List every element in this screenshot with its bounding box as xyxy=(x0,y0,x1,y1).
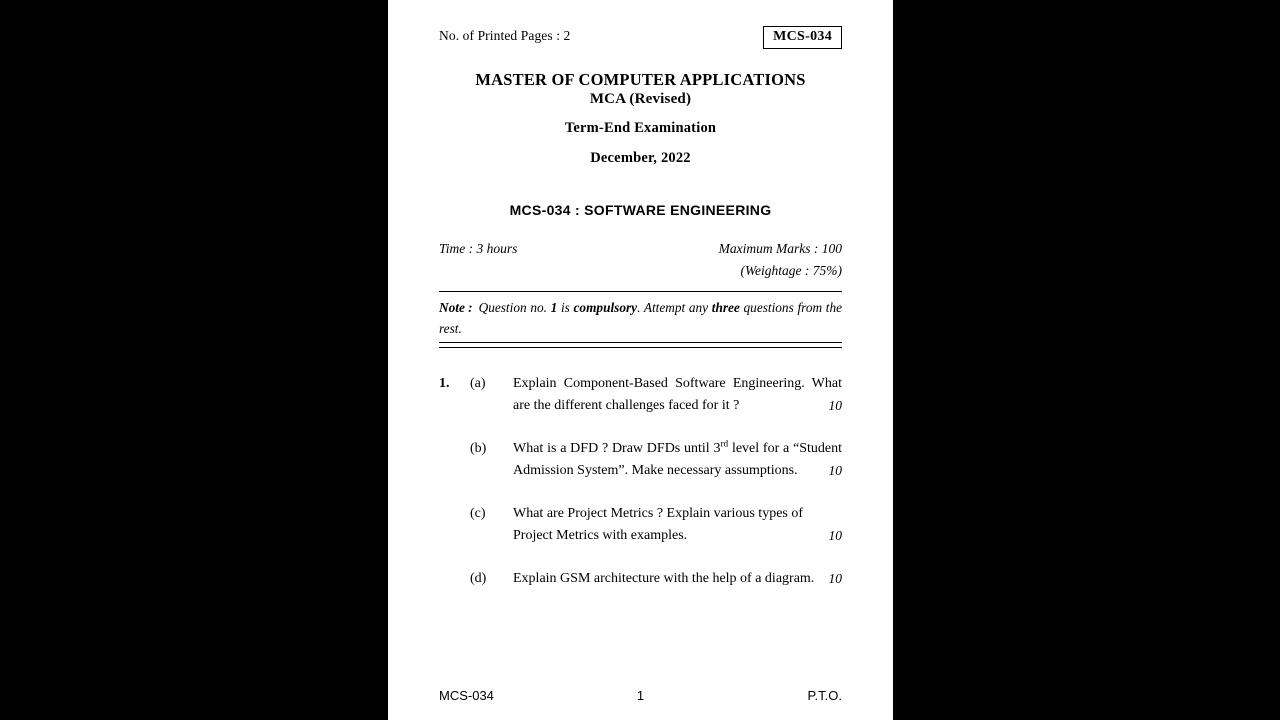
questions-list xyxy=(439,373,842,612)
question-number: 1. xyxy=(439,376,450,391)
exam-duration: Time : 3 hours xyxy=(439,241,518,256)
question-marks: 10 xyxy=(828,527,842,543)
programme-title: MASTER OF COMPUTER APPLICATIONS xyxy=(475,70,806,89)
question-body: What are Project Metrics ? Explain various types of Project Metrics with examples. xyxy=(513,506,804,543)
question-marks: 10 xyxy=(828,397,842,413)
course-title: MCS-034 : SOFTWARE ENGINEERING xyxy=(509,202,772,218)
question-body-after-superscript: level for a “Student Admission System”. Make necessary assumptions. xyxy=(513,441,842,478)
question-part-label: (a) xyxy=(470,376,486,391)
exam-meta-row xyxy=(439,241,842,260)
note-part-1: Question xyxy=(478,300,527,315)
footer-page-number: 1 xyxy=(636,688,645,703)
question-part-label: (c) xyxy=(470,506,486,521)
note-question-number: 1 xyxy=(550,300,558,315)
note-part-7: any xyxy=(688,300,709,315)
instructions-note xyxy=(439,297,842,339)
question-part-label: (b) xyxy=(470,441,487,456)
note-part-2: no. xyxy=(530,300,547,315)
note-bottom-double-rule xyxy=(439,342,842,348)
question-text xyxy=(513,438,842,481)
footer-course-code: MCS-034 xyxy=(439,688,494,703)
page-footer xyxy=(439,688,842,708)
exam-type: Term-End Examination xyxy=(564,120,717,137)
exam-paper-page xyxy=(388,0,893,720)
note-part-6: . Attempt xyxy=(637,300,686,315)
question-text xyxy=(513,568,842,590)
weightage: (Weightage : 75%) xyxy=(740,263,842,278)
question-1c xyxy=(439,503,842,546)
question-text xyxy=(513,373,842,416)
question-body-before-superscript: What is a DFD ? Draw DFDs until 3 xyxy=(513,441,721,456)
note-top-rule xyxy=(439,291,842,292)
programme-variant: MCA (Revised) xyxy=(589,91,692,108)
page-content-area xyxy=(439,0,842,720)
question-marks: 10 xyxy=(828,571,842,586)
note-part-4: is xyxy=(560,300,570,315)
note-text xyxy=(439,297,842,339)
note-part-9: questions from the rest. xyxy=(439,300,842,336)
note-label: Note : xyxy=(439,300,473,315)
question-marks: 10 xyxy=(828,462,842,478)
exam-session: December, 2022 xyxy=(590,149,691,166)
question-1a xyxy=(439,373,842,416)
page-header-row xyxy=(439,26,842,60)
question-1b xyxy=(439,438,842,481)
printed-pages-label: No. of Printed Pages : 2 xyxy=(439,28,571,43)
note-three-emphasis: three xyxy=(711,300,740,315)
exam-meta-block xyxy=(439,241,842,279)
question-1d xyxy=(439,568,842,590)
exam-heading-block xyxy=(439,70,842,167)
maximum-marks: Maximum Marks : 100 xyxy=(718,241,842,256)
question-part-label: (d) xyxy=(470,571,487,586)
question-text xyxy=(513,503,842,546)
question-body: Explain Component-Based Software Engineering. What are the different challenges faced for it ? xyxy=(513,376,842,413)
ordinal-superscript: rd xyxy=(720,438,729,449)
note-compulsory-emphasis: compulsory xyxy=(573,300,638,315)
course-code-box: MCS-034 xyxy=(763,26,842,49)
footer-pto-label: P.T.O. xyxy=(807,688,842,703)
question-body: Explain GSM architecture with the help of a diagram. xyxy=(513,571,815,586)
